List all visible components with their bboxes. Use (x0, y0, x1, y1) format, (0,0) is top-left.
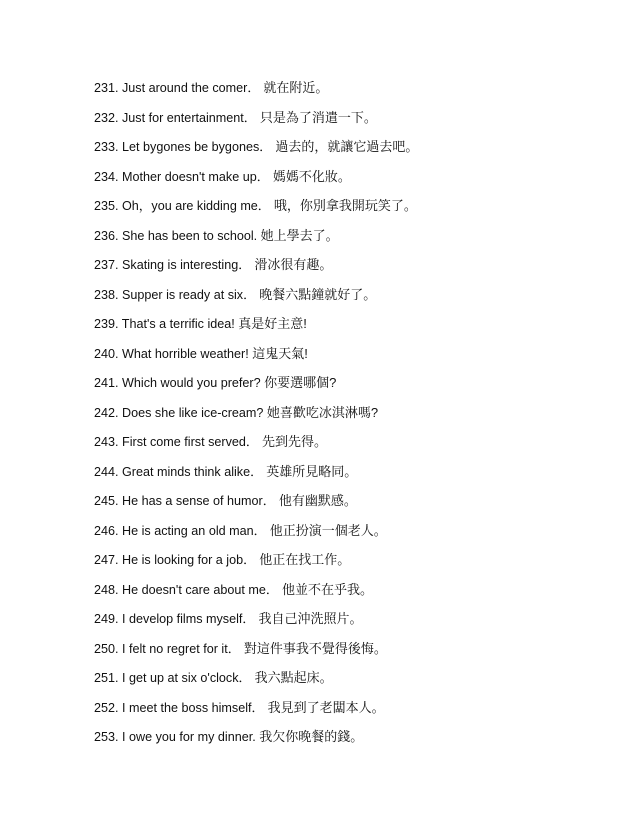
phrase-english: 237. Skating is interesting． (94, 258, 251, 272)
phrase-chinese: 真是好主意! (238, 316, 307, 331)
phrase-line (94, 698, 418, 728)
phrase-line (94, 639, 418, 669)
phrase-chinese: 這鬼天氣! (252, 345, 308, 361)
phrase-chinese: 先到先得。 (261, 434, 327, 449)
phrase-chinese: 滑冰很有趣。 (254, 257, 333, 272)
phrase-line (94, 196, 418, 226)
phrase-english: 251. I get up at six o'clock． (94, 671, 252, 685)
phrase-chinese: 英雄所見略同。 (266, 463, 358, 479)
phrase-chinese: 他正扮演一個老人。 (269, 522, 387, 538)
phrase-english: 245. He has a sense of humor． (94, 494, 276, 508)
phrase-line (94, 727, 418, 757)
phrase-english: 238. Supper is ready at six． (94, 287, 256, 302)
phrase-line (94, 550, 418, 580)
phrase-line (94, 521, 418, 551)
phrase-english: 246. He is acting an old man． (94, 523, 267, 538)
phrase-chinese: 他並不在乎我。 (281, 581, 373, 597)
phrase-english: 248. He doesn't care about me． (94, 582, 279, 597)
phrase-chinese: 他正在找工作。 (259, 552, 351, 567)
phrase-english: 235. Oh，you are kidding me． (94, 199, 271, 213)
phrase-line (94, 255, 418, 285)
phrase-line (94, 78, 418, 108)
phrase-chinese: 她喜歡吃冰淇淋嗎? (266, 404, 379, 420)
phrase-line (94, 226, 418, 256)
phrase-line (94, 609, 418, 639)
phrase-line (94, 668, 418, 698)
phrase-english: 234. Mother doesn't make up． (94, 169, 270, 184)
phrase-chinese: 媽媽不化妝。 (272, 168, 351, 184)
phrase-english: 231. Just around the comer． (94, 81, 260, 95)
phrase-chinese: 我六點起床。 (254, 670, 333, 685)
phrase-line (94, 344, 418, 374)
phrase-english: 250. I felt no regret for it． (94, 641, 241, 656)
phrase-chinese: 只是為了消遣一下。 (259, 109, 377, 125)
phrase-chinese: 晚餐六點鐘就好了。 (259, 286, 377, 302)
phrase-chinese: 他有幽默感。 (278, 493, 357, 508)
phrase-chinese: 過去的，就讓它過去吧。 (275, 139, 419, 154)
phrase-chinese: 她上學去了。 (260, 227, 339, 243)
phrase-chinese: 我自己沖洗照片。 (258, 611, 363, 626)
phrase-english: 232. Just for entertainment． (94, 110, 257, 125)
phrase-english: 242. Does she like ice-cream? (94, 405, 264, 420)
phrase-chinese: 我欠你晚餐的錢。 (259, 729, 364, 744)
phrase-line (94, 285, 418, 315)
phrase-english: 240. What horrible weather! (94, 346, 249, 361)
phrase-line (94, 108, 418, 138)
phrase-english: 253. I owe you for my dinner. (94, 730, 256, 744)
phrase-english: 252. I meet the boss himself． (94, 700, 265, 715)
phrase-english: 236. She has been to school. (94, 228, 258, 243)
phrase-chinese: 哦，你別拿我開玩笑了。 (273, 198, 417, 213)
phrase-chinese: 你要選哪個? (264, 375, 337, 390)
phrase-line (94, 373, 418, 403)
phrase-line (94, 432, 418, 462)
phrase-line (94, 580, 418, 610)
phrase-line (94, 314, 418, 344)
phrase-chinese: 對這件事我不覺得後悔。 (243, 640, 387, 656)
phrase-line (94, 462, 418, 492)
phrase-chinese: 我見到了老闆本人。 (267, 699, 385, 715)
phrase-line (94, 491, 418, 521)
phrase-list (94, 78, 418, 757)
phrase-line (94, 137, 418, 167)
phrase-english: 247. He is looking for a job． (94, 553, 256, 567)
phrase-english: 241. Which would you prefer? (94, 376, 261, 390)
phrase-english: 243. First come first served． (94, 435, 259, 449)
phrase-english: 239. That's a terrific idea! (94, 317, 235, 331)
phrase-english: 233. Let bygones be bygones． (94, 140, 272, 154)
phrase-english: 244. Great minds think alike． (94, 464, 263, 479)
phrase-line (94, 167, 418, 197)
phrase-english: 249. I develop films myself． (94, 612, 255, 626)
phrase-line (94, 403, 418, 433)
phrase-chinese: 就在附近。 (263, 80, 329, 95)
